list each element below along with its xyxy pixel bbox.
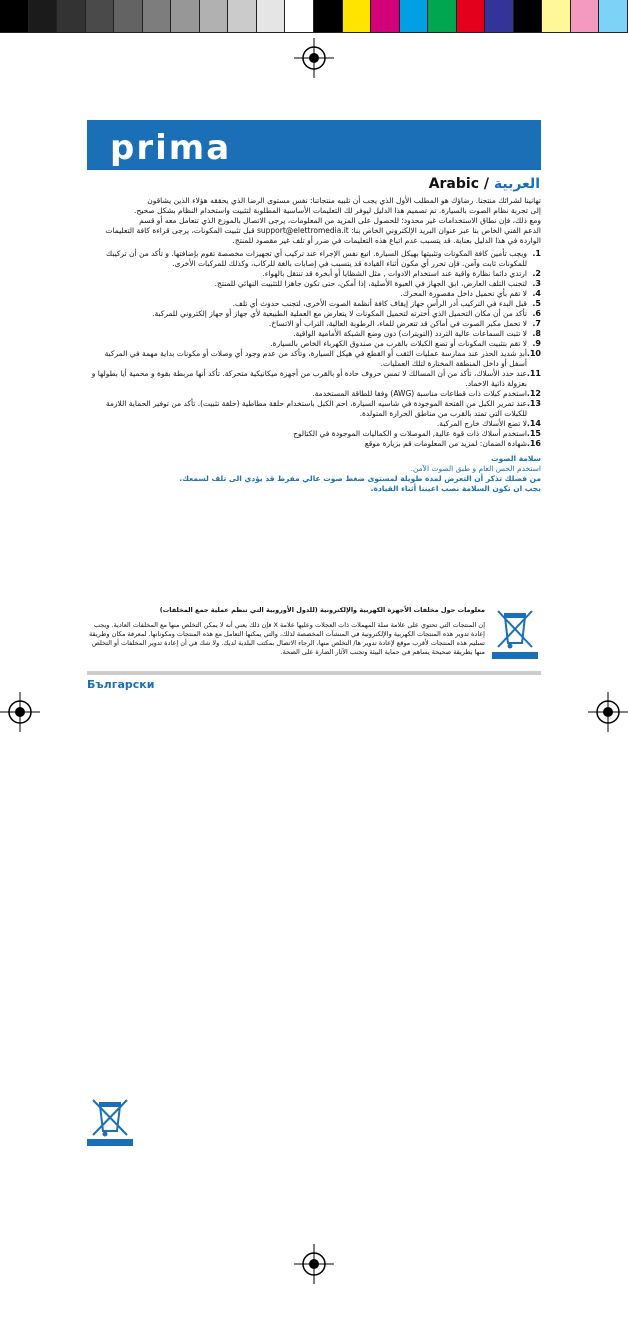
instruction-item: [87, 279, 541, 289]
color-swatch: [542, 0, 571, 33]
color-swatch: [485, 0, 514, 33]
instruction-text: لتجنب التلف العارض، ابق الجهاز في العبوة الأصلية، إذا أمكن، حتى تكون جاهزا للتثبيت النهائي للمنتج.: [214, 279, 527, 288]
instruction-item: [87, 439, 541, 449]
instruction-item: [87, 299, 541, 309]
instruction-item: [87, 339, 541, 349]
intro-line: إلى تجربة نظام الصوت بالسيارة. تم تصميم هذا الدليل ليوفر لك التعليمات الأساسية المطلوبة لتثبيت واستخدام النظام بشكل صحيح.: [133, 206, 541, 215]
color-swatch: [0, 0, 29, 33]
instruction-text: تأكد من أن مكان التحميل الذي أخترته لتحميل المكونات لا يتعارض مع العملية الطبيعية لأي جهاز أو جهاز إلكتروني للمركبة.: [152, 309, 527, 318]
instruction-text: لا تحمل مكبر الصوت في أماكن قد تتعرض للماء، الرطوبة العالية، التراب أو الاتساخ.: [268, 319, 527, 328]
intro-paragraph: [87, 196, 541, 246]
audio-safety-line: يجب ان تكون السلامة نصب اعيننا أثناء القيادة.: [370, 484, 541, 493]
color-swatch: [371, 0, 400, 33]
section-divider: [87, 671, 541, 675]
registration-mark-icon: [294, 38, 334, 78]
color-swatch: [114, 0, 143, 33]
intro-line: الواردة في هذا الدليل بعناية. قد يتسبب عدم اتباع هذه التعليمات في ضرر أو تلف غير مقصود للمنتج.: [232, 236, 541, 245]
intro-line: ومع ذلك، فإن نطاق الاستخدامات غير محدود؛ للحصول على المزيد من المعلومات، يرجى الاتصال بالموزع الذي تتعامل معه أو قسم: [139, 216, 541, 225]
instruction-item: [87, 349, 541, 369]
weee-heading: معلومات حول مخلفات الأجهزة الكهربية والإلكترونية (للدول الأوروبية التي تنظم عملية جمع المخلفات): [159, 605, 485, 614]
instruction-text: لا تثبت السماعات عالية التردد (التويترات) دون وضع الشبكة الأمامية الواقية.: [293, 329, 527, 338]
instruction-number: 13.: [526, 399, 541, 408]
instruction-text: قبل البدء في التركيب أدر الرأس جهاز إيقاف كافة أنظمة الصوت الأخرى، لتجنب حدوث أي تلف.: [232, 299, 527, 308]
instruction-number: 9.: [532, 339, 541, 348]
instruction-item: [87, 329, 541, 339]
registration-mark-icon: [588, 692, 628, 732]
instruction-text: ويجب تأمين كافة المكونات وتثبيتها بهيكل السيارة. اتبع نفس الإجراء عند تركيب أي تجهيزات مخصصة تقوم بإضافتها. و تأكد من أن تركيبك للمكونات ثابت وآمن. فإن تحرر أي مكون أثناء القيادة قد يتسبب في إصابات بالغة للركاب، وكذلك للمركبات الأخرى.: [106, 249, 527, 268]
instruction-number: 8.: [532, 329, 541, 338]
audio-safety-line: استخدم الحس العام و طبق الصوت الآمن.: [410, 464, 541, 473]
instruction-list: [87, 249, 541, 449]
instruction-number: 15.: [526, 429, 541, 438]
instruction-number: 5.: [532, 299, 541, 308]
instruction-text: لا تقم بأي تحميل داخل مقصورة المحرك.: [400, 289, 527, 298]
instruction-item: [87, 429, 541, 439]
brand-logo: prima: [110, 128, 232, 168]
color-swatch: [428, 0, 457, 33]
color-swatch: [599, 0, 628, 33]
instruction-text: شهادة الضمان: لمزيد من المعلومات قم بزيارة موقع: [364, 439, 527, 448]
instruction-number: 4.: [532, 289, 541, 298]
audio-safety-block: [87, 454, 541, 494]
instruction-item: [87, 289, 541, 299]
next-section-title: Български: [87, 678, 155, 691]
instruction-item: [87, 319, 541, 329]
instructions-body: [87, 196, 541, 494]
audio-safety-heading: سلامة الصوت: [491, 454, 541, 463]
instruction-number: 2.: [532, 269, 541, 278]
section-title-latin: Arabic /: [428, 176, 489, 192]
instruction-number: 3.: [532, 279, 541, 288]
weee-disposal-info: [87, 599, 485, 664]
color-swatch: [257, 0, 286, 33]
instruction-number: 14.: [526, 419, 541, 428]
weee-text: إن المنتجات التي تحتوي على علامة سلة المهملات ذات العجلات وعليها علامة X فإن ذلك يعني أنه لا يمكن التخلص منها مع المخلفات العادية. ويجب إعادة تدوير هذه المنتجات الكهربية والإلكترونية في المنشآت المخصصة لذلك، والتي يمكنها التعامل مع هذه المنتجات ومكوناتها. لمعرفة مكان وطريقة تسليم هذه المنتجات لأقرب موقع لإعادة تدوير ها/ التخلص منها، الرجاء الاتصال بمكتب البلدية لديك. ولا شك في أن إعادة تدوير المخلفات أو التخلص منها بطريقة صحيحة يساهم في حماية البيئة وتجنب الآثار الضارة على الصحة.: [89, 621, 485, 656]
instruction-text: استخدم أسلاك ذات قوة عالية, الموصلات و الكماليات الموجودة في الكتالوج: [293, 429, 527, 438]
color-swatch: [143, 0, 172, 33]
audio-safety-line: من فضلك تذكر أن التعرض لمدة طويلة لمستوى ضغط صوت عالي مفرط قد يؤدي الى تلف لسمعك.: [179, 474, 541, 483]
instruction-text: عند حدد الأسلاك، تأكد من أن المسالك لا تمس حروف حادة أو بالقرب من أجهزة ميكانيكية متحركة. تأكد أنها مربطة بقوة و محمية أيا بطولها و بعزولة ذاتية الاخماد.: [91, 369, 527, 388]
intro-line: تهانينا لشرائك منتجنا. رضاؤك هو المطلب الأول الذي يجب أن تلبيه منتجاتنا: نفس مستوى الرضا الذي يحققه هؤلاء الذين يشاقون: [147, 196, 541, 205]
instruction-item: [87, 249, 541, 269]
registration-mark-icon: [0, 692, 40, 732]
intro-line: الدعم الفني الخاص بنا عبر عنوان البريد الإلكتروني الخاص بنا: support@elettromedia.it قبل تثبيت المكونات، يرجى قراءة كافة التعليمات: [105, 226, 541, 235]
instruction-text: استخدم كبلات ذات قطاعات مناسبة (AWG) وفقا للطاقة المستخدمة.: [312, 389, 527, 398]
instruction-item: [87, 399, 541, 419]
color-swatch: [200, 0, 229, 33]
color-swatch: [343, 0, 372, 33]
instruction-text: أبدِ شديد الحذر عند ممارسة عمليات الثقب أو القطع في هيكل السيارة، وتأكد من عدم وجود أي وصلات أو مكونات بداية مهمة في المركبة أسفل أو داخل المنطقة المختارة لتلك العمليات.: [104, 349, 527, 368]
instruction-number: 12.: [526, 389, 541, 398]
color-swatch: [171, 0, 200, 33]
color-swatch: [29, 0, 58, 33]
instruction-number: 7.: [532, 319, 541, 328]
weee-bin-icon: [87, 1095, 133, 1147]
instruction-item: [87, 419, 541, 429]
instruction-item: [87, 389, 541, 399]
color-swatch: [314, 0, 343, 33]
instruction-number: 10.: [526, 349, 541, 358]
instruction-text: عند تمرير الكبل من الفتحة الموجودة في شاسيه السيارة، احم الكبل باستخدام حلقة مطاطية (حلقة تثبيت). تأكد من توفير الحماية اللازمة للكبلات التي تمتد بالقرب من مناطق الحرارة المتولدة.: [105, 399, 527, 418]
color-swatch: [571, 0, 600, 33]
color-swatch: [514, 0, 543, 33]
instruction-item: [87, 269, 541, 279]
instruction-number: 16.: [526, 439, 541, 448]
instruction-number: 11.: [526, 369, 541, 378]
color-swatch: [228, 0, 257, 33]
color-swatch: [57, 0, 86, 33]
instruction-text: لا تضع الأسلاك خارج المركبة.: [436, 419, 527, 428]
color-swatch: [400, 0, 429, 33]
color-swatch: [86, 0, 115, 33]
instruction-text: ارتدي دائما نظارة واقية عند استخدام الادوات , مثل الشظايا أو أبخرة قد تنتقل بالهواء.: [262, 269, 527, 278]
instruction-item: [87, 309, 541, 319]
color-swatch: [457, 0, 486, 33]
instruction-number: 1.: [532, 249, 541, 258]
instruction-text: لا تقم بتثبيت المكونات أو تضع الكبلات بالقرب من صندوق الكهرباء الخاص بالسيارة.: [270, 339, 527, 348]
registration-mark-icon: [294, 1244, 334, 1284]
section-title-arabic: العربية: [493, 176, 540, 192]
section-title: [429, 176, 540, 192]
weee-bin-icon: [490, 605, 540, 660]
color-swatch: [285, 0, 314, 33]
instruction-number: 6.: [532, 309, 541, 318]
instruction-item: [87, 369, 541, 389]
color-calibration-strip: [0, 0, 628, 36]
